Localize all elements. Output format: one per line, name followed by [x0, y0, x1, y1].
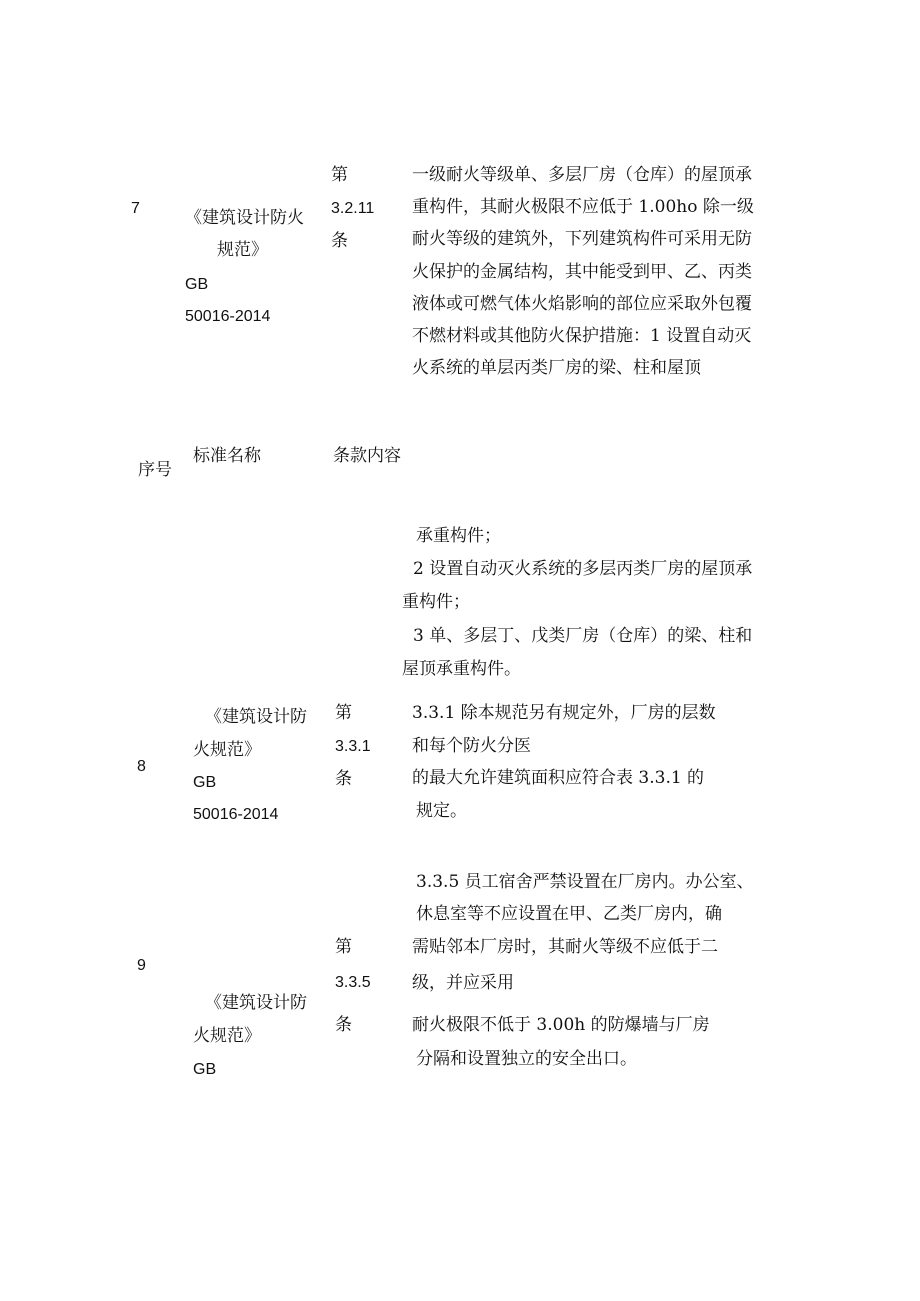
row-9-content-line-4: 级，并应采用 — [412, 973, 514, 993]
row-8-number: 8 — [137, 758, 146, 775]
row-9-name-line-1: 《建筑设计防 — [205, 993, 307, 1013]
row-7-name-line-2: 规范》 — [217, 240, 268, 260]
row-8-clause-line-3: 条 — [335, 769, 352, 789]
row-9-content-line-3: 需贴邻本厂房时，其耐火等级不应低于二 — [412, 937, 718, 957]
header-content: 条款内容 — [333, 446, 401, 466]
row-7-clause-line-3: 条 — [331, 231, 348, 251]
header-no: 序号 — [138, 460, 172, 480]
row-8-name-line-2: 火规范》 — [193, 740, 261, 760]
row-9-name-line-2: 火规范》 — [193, 1026, 261, 1046]
row-9-content-line-5: 耐火极限不低于 3.00h 的防爆墙与厂房 — [412, 1015, 710, 1035]
row-7-content-line-3: 耐火等级的建筑外，下列建筑构件可采用无防 — [412, 229, 752, 249]
row-8-content-line-1: 3.3.1 除本规范另有规定外，厂房的层数 — [412, 703, 716, 723]
row-8-content-line-3: 的最大允许建筑面积应符合表 3.3.1 的 — [412, 768, 705, 788]
row-9-number: 9 — [137, 957, 146, 974]
row-8-name-line-3: GB — [193, 774, 217, 791]
row-8-name-line-1: 《建筑设计防 — [205, 707, 307, 727]
row-9-clause-line-1: 第 — [335, 937, 352, 957]
row-7-number: 7 — [131, 200, 140, 217]
row-7-content-line-7: 火系统的单层丙类厂房的梁、柱和屋顶 — [412, 358, 701, 378]
row-7-name-line-1: 《建筑设计防火 — [185, 208, 304, 228]
row-7-name-line-3: GB — [185, 276, 209, 293]
row-8-clause-line-1: 第 — [335, 703, 352, 723]
row-7-content-line-4: 火保护的金属结构，其中能受到甲、乙、丙类 — [412, 262, 752, 282]
row-9-content-line-6: 分隔和设置独立的安全出口。 — [416, 1049, 637, 1069]
row-7-clause-line-1: 第 — [331, 165, 348, 185]
row-8-content-line-2: 和每个防火分医 — [412, 736, 531, 756]
row-9-name-line-3: GB — [193, 1061, 217, 1078]
row-7-clause-line-2: 3.2.11 — [331, 200, 375, 217]
row-9-content-line-2: 休息室等不应设置在甲、乙类厂房内，确 — [416, 904, 722, 924]
row-7-name-line-4: 50016-2014 — [185, 308, 271, 325]
row-9-clause-line-2: 3.3.5 — [335, 974, 371, 991]
row-8-name-line-4: 50016-2014 — [193, 806, 279, 823]
header-name: 标准名称 — [193, 446, 261, 466]
row-7-content-line-5: 液体或可燃气体火焰影响的部位应采取外包覆 — [412, 294, 752, 314]
row-7-content-line-6: 不燃材料或其他防火保护措施：1 设置自动灭 — [412, 326, 752, 346]
row-9-content-line-1: 3.3.5 员工宿舍严禁设置在厂房内。办公室、 — [416, 872, 754, 892]
row-8-clause-line-2: 3.3.1 — [335, 738, 371, 755]
row-9-clause-line-3: 条 — [335, 1015, 352, 1035]
cont-line-5: 屋顶承重构件。 — [402, 659, 521, 679]
row-7-content-line-2: 重构件，其耐火极限不应低于 1.00ho 除一级 — [412, 197, 754, 217]
cont-line-1: 承重构件； — [416, 526, 501, 546]
cont-line-3: 重构件； — [402, 592, 470, 612]
row-8-content-line-4: 规定。 — [416, 801, 467, 821]
cont-line-4: 3 单、多层丁、戊类厂房（仓库）的梁、柱和 — [413, 626, 753, 646]
cont-line-2: 2 设置自动灭火系统的多层丙类厂房的屋顶承 — [413, 559, 753, 579]
row-7-content-line-1: 一级耐火等级单、多层厂房（仓库）的屋顶承 — [412, 165, 752, 185]
